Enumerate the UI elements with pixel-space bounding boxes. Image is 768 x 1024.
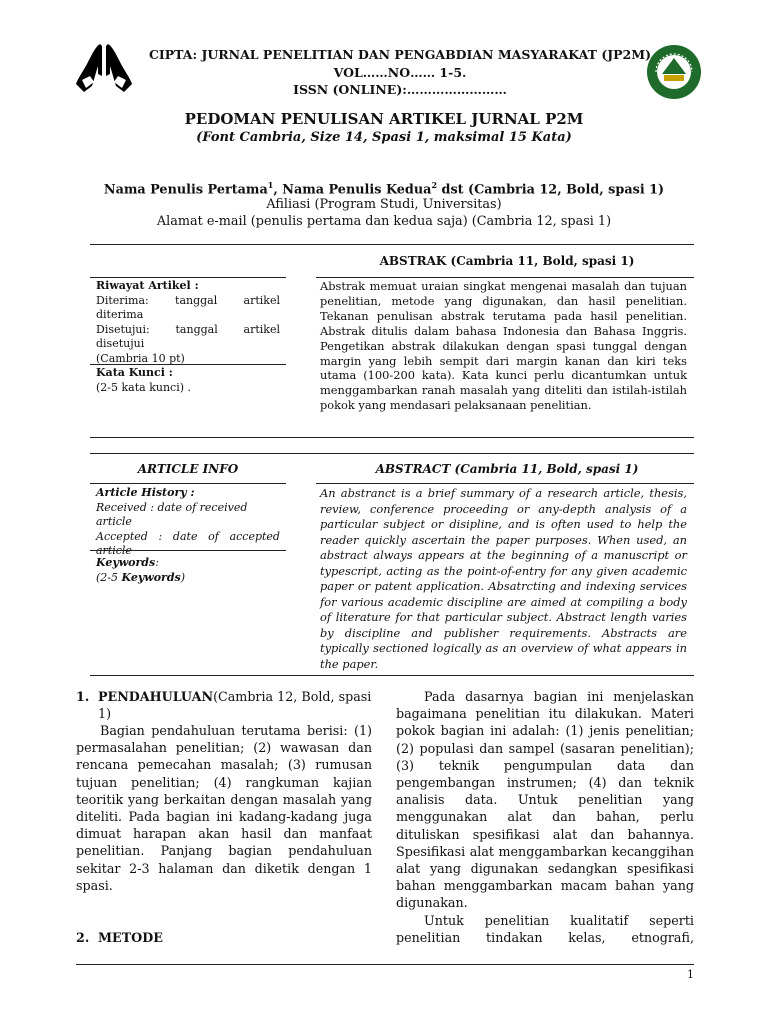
kata-kunci <box>96 366 280 395</box>
rule-en-top <box>90 453 694 454</box>
disetujui-row <box>96 323 280 338</box>
diterima-row <box>96 294 280 309</box>
rule-en-left-mid <box>90 550 286 551</box>
author-note: dst (Cambria 12, Bold, spasi 1) <box>437 182 665 198</box>
diterima-word-2: artikel <box>243 293 280 307</box>
diterima-label: Diterima: <box>96 293 149 307</box>
accepted-word-1: Accepted <box>96 529 148 543</box>
praying-hands-icon <box>74 40 134 94</box>
methods-paragraph-1: Pada dasarnya bagian ini menjelaskan bagaimana penelitian itu dilakukan. Materi pokok bagian ini adalah: (1) jenis penelitian; (2) populasi dan sampel (sasaran penelitian); (3) teknik pengumpulan data dan pengembangan instrumen; (4) dan teknik analisis data. Untuk penelitian yang menggunakan alat dan bahan, perlu dituliskan spesifikasi alat dan bahannya. Spesifikasi alat menggambarkan kecanggihan alat yang digunakan sedangkan spesifikasi bahan menggambarkan macam bahan yang digunakan. <box>396 689 694 911</box>
keywords-colon: : <box>155 556 159 569</box>
rule-right-top <box>316 277 694 278</box>
history-label: Article History : <box>96 486 195 499</box>
article-history <box>96 486 280 559</box>
institution-seal <box>646 44 702 100</box>
author-first-sup: 1 <box>267 180 274 190</box>
methods-paragraph-2: Untuk penelitian kualitatif seperti penelitian tindakan kelas, etnografi, <box>396 913 694 946</box>
disetujui-tail: disetujui <box>96 337 145 351</box>
page-number: 1 <box>687 968 694 981</box>
accepted-word-2: : <box>158 529 163 543</box>
abstrak-heading: ABSTRAK (Cambria 11, Bold, spasi 1) <box>379 254 635 268</box>
rule-id-bottom <box>90 437 694 438</box>
section-2-title: METODE <box>98 930 163 945</box>
section-2-heading <box>76 929 372 946</box>
rule-en-right <box>316 483 694 484</box>
section-1-title: PENDAHULUAN <box>98 689 214 704</box>
rule-left-mid <box>90 364 286 365</box>
section-1-number: 1. <box>76 689 90 704</box>
article-info-heading: ARTICLE INFO <box>137 462 239 476</box>
rule-top <box>90 244 694 245</box>
accepted-tail: article <box>96 544 132 558</box>
diterima-word-1: tanggal <box>175 293 218 307</box>
accepted-word-4: of <box>208 529 219 543</box>
section-2-number: 2. <box>76 930 90 945</box>
riwayat-label: Riwayat Artikel : <box>96 279 199 292</box>
section-1-heading <box>76 688 372 722</box>
received-line: Received : date of received article <box>96 500 248 529</box>
kata-kunci-label: Kata Kunci : <box>96 366 173 379</box>
riwayat-artikel <box>96 279 280 367</box>
author-names <box>0 180 768 197</box>
paper-subtitle: (Font Cambria, Size 14, Spasi 1, maksimal 15 Kata) <box>196 130 572 145</box>
abstract-text: An abstranct is a brief summary of a research article, thesis, review, conference proceeding or any-depth analysis of a particular subject or disipline, and is often used to help the reader quickly ascertain the paper purposes. When used, an abstract always appears at the beginning of a manuscript or typescript, acting as the point-of-entry for any given academic paper or patent application. Absatrcting and indexing services for various academic discipline are aimed at compiling a body of literature for that particular subject. Abstract length varies by discipline and publisher requirements. Abstracts are typically sectioned logically as an overview of what appears in the paper. <box>320 486 687 671</box>
author-first: Nama Penulis Pertama <box>103 182 268 198</box>
keywords-bold: Keywords <box>121 570 181 584</box>
keywords-label: Keywords <box>96 556 156 569</box>
section-1-text: Bagian pendahuluan terutama berisi: (1) permasalahan penelitian; (2) wawasan dan rencana pemecahan masalah; (3) rumusan tujuan penelitian; (4) rangkuman kajian teoritik yang berkaitan dengan masalah yang diteliti. Pada bagian ini kadang-kadang juga dimuat harapan akan hasil dan manfaat penelitian. Panjang bagian pendahuluan sekitar 2-3 halaman dan diketik dengan 1 spasi. <box>76 723 372 893</box>
section-1-note-tail: 1) <box>98 706 112 722</box>
disetujui-word-2: artikel <box>243 322 280 336</box>
disetujui-label: Disetujui: <box>96 322 150 336</box>
section-1-note: (Cambria 12, Bold, spasi <box>213 689 372 704</box>
rule-en-left <box>90 483 286 484</box>
keywords-open: (2-5 <box>96 570 122 584</box>
journal-issn: ISSN (ONLINE):…………………… <box>293 82 507 97</box>
abstract-heading: ABSTRACT (Cambria 11, Bold, spasi 1) <box>375 462 639 476</box>
diterima-tail: diterima <box>96 308 144 322</box>
rule-left-top <box>90 277 286 278</box>
author-second: , Nama Penulis Kedua <box>273 182 432 198</box>
accepted-word-5: accepted <box>229 529 280 543</box>
disetujui-word-1: tanggal <box>175 322 218 336</box>
keywords-block <box>96 556 280 585</box>
font-note: (Cambria 10 pt) <box>96 351 185 365</box>
accepted-row <box>96 530 280 545</box>
praying-hands-logo <box>74 40 134 94</box>
journal-volume: VOL……NO…… 1-5. <box>333 65 467 80</box>
author-second-sup: 2 <box>431 180 438 190</box>
abstrak-text: Abstrak memuat uraian singkat mengenai masalah dan tujuan penelitian, metode yang digunakan, dan hasil penelitian. Tekanan penulisan abstrak terutama pada hasil penelitian. Abstrak ditulis dalam bahasa Indonesia dan Bahasa Inggris. Pengetikan abstrak dilakukan dengan spasi tunggal dengan margin yang lebih sempit dari margin kanan dan kiri teks utama (100-200 kata). Kata kunci perlu dicantumkan untuk menggambarkan ranah masalah yang diteliti dan istilah-istilah pokok yang mendasari pelaksanaan penelitian. <box>320 279 687 413</box>
seal-icon <box>646 44 702 100</box>
author-affiliation: Afiliasi (Program Studi, Universitas) <box>266 197 502 212</box>
paper-title: PEDOMAN PENULISAN ARTIKEL JURNAL P2M <box>184 110 584 128</box>
footer-rule <box>76 964 694 965</box>
kata-kunci-value: (2-5 kata kunci) . <box>96 380 191 394</box>
keywords-close: ) <box>180 570 186 584</box>
rule-en-bottom <box>90 675 694 676</box>
author-email: Alamat e-mail (penulis pertama dan kedua saja) (Cambria 12, spasi 1) <box>156 214 612 229</box>
accepted-word-3: date <box>172 529 198 543</box>
journal-name: CIPTA: JURNAL PENELITIAN DAN PENGABDIAN MASYARAKAT (JP2M) <box>148 47 652 62</box>
